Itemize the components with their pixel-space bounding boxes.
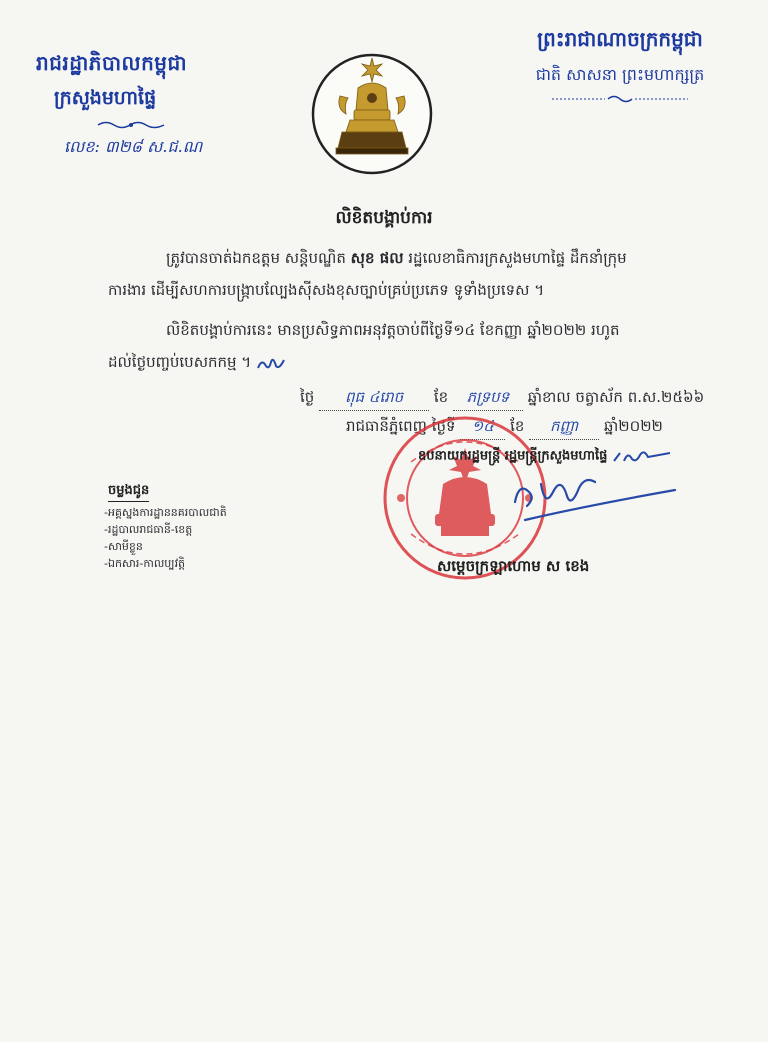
year-value: ឆ្នាំ២០២២	[603, 417, 663, 435]
reference-number: លេខ: ៣២៨ ស.ជ.ណ	[64, 137, 203, 156]
government-name: រាជរដ្ឋាភិបាលកម្ពុជា	[36, 51, 187, 75]
recipient-item: -សាមីខ្លួន	[104, 540, 143, 553]
ministry-header	[36, 50, 236, 160]
recipient-item: -អគ្គស្នងការដ្ឋាននគរបាលជាតិ	[104, 506, 227, 519]
month-label: ខែ	[510, 417, 525, 435]
day-value: ១៤	[460, 417, 505, 440]
handwritten-initial-icon	[256, 354, 286, 372]
body-paragraph-1-line-1	[166, 249, 627, 271]
person-name: សុខ ផល	[350, 249, 404, 267]
place-date-label: រាជធានីភ្នំពេញ ថ្ងៃទី	[346, 417, 456, 435]
national-motto: ជាតិ សាសនា ព្រះមហាក្សត្រ	[535, 65, 705, 84]
lunar-year: ឆ្នាំខាល ចត្វាស័ក ព.ស.២៥៦៦	[527, 388, 705, 406]
lunar-day-value: ពុធ ៤រោច	[319, 388, 429, 411]
lunar-month-value: ភទ្របទ	[453, 388, 523, 411]
signer-title-text: ឧបនាយករដ្ឋមន្ត្រី រដ្ឋមន្ត្រីក្រសួងមហាផ្ទៃ	[418, 448, 608, 464]
lunar-date-line	[300, 388, 704, 411]
ornament-divider-icon	[96, 120, 166, 130]
recipient-item: -ឯកសារ-កាលប្បវត្តិ	[104, 557, 186, 570]
para1-text-post: រដ្ឋលេខាធិការក្រសួងមហាផ្ទៃ ដឹកនាំក្រុម	[403, 249, 627, 267]
kingdom-header	[500, 26, 740, 108]
lunar-month-label: ខែ	[433, 388, 449, 406]
recipients-list	[104, 504, 227, 572]
body-paragraph-1-line-2: ការងារ ដើម្បីសហការបង្ក្រាបល្បែងស៊ីសងខុសច្បាប់គ្រប់ប្រភេទ ទូទាំងប្រទេស ។	[108, 281, 545, 299]
ornament-divider-icon	[550, 94, 690, 104]
kingdom-name: ព្រះរាជាណាចក្រកម្ពុជា	[537, 27, 703, 51]
ministry-name: ក្រសួងមហាផ្ទៃ	[54, 87, 157, 109]
lunar-day-label: ថ្ងៃ	[300, 388, 315, 406]
para1-text-pre: ត្រូវបានចាត់ឯកឧត្តម សន្តិបណ្ឌិត	[166, 249, 351, 267]
recipients-title: ចម្លងជូន	[108, 482, 149, 502]
recipient-item: -រដ្ឋបាលរាជធានី-ខេត្ត	[104, 523, 193, 536]
body-paragraph-2-line-2	[108, 353, 286, 375]
month-value: កញ្ញា	[529, 417, 599, 440]
signature-icon	[505, 462, 680, 532]
signer-name: សម្តេចក្រឡាហោម ស ខេង	[437, 557, 590, 575]
body-paragraph-2-line-1: លិខិតបង្គាប់ការនេះ មានប្រសិទ្ធភាពអនុវត្តចាប់ពីថ្ងៃទី១៤ ខែកញ្ញា ឆ្នាំ២០២២ រហូត	[166, 321, 620, 339]
document-title: លិខិតបង្គាប់ការ	[335, 208, 433, 228]
royal-emblem-icon	[310, 52, 434, 176]
para2-text: ដល់ថ្ងៃបញ្ចប់បេសកកម្ម ។	[108, 353, 252, 371]
